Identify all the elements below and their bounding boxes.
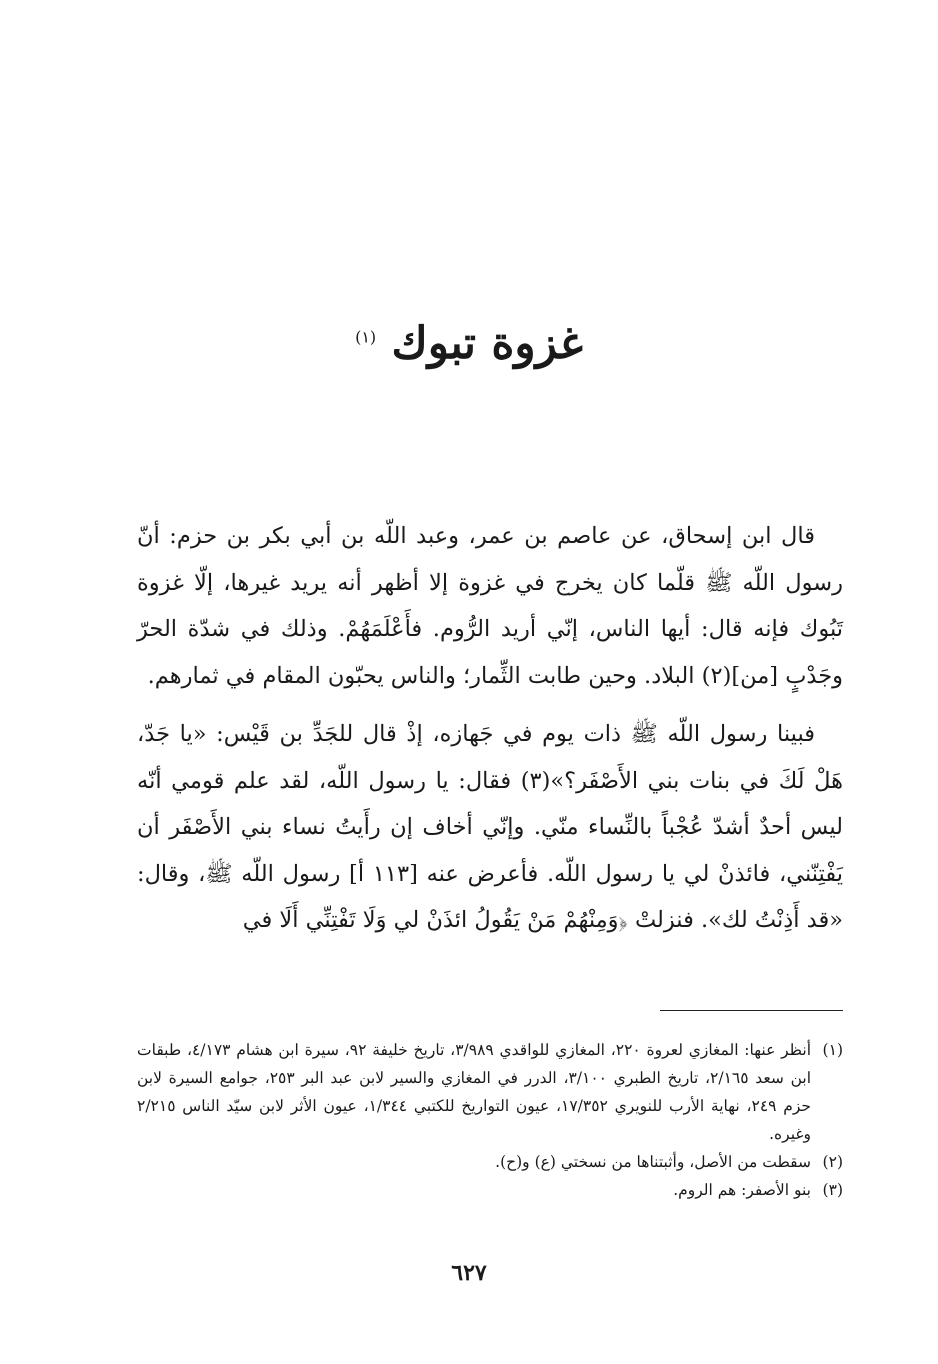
footnote-number: (١): [822, 1041, 843, 1059]
footnotes: [137, 1036, 843, 1204]
body-text: [137, 513, 843, 944]
paragraph-1: قال ابن إسحاق، عن عاصم بن عمر، وعبد اللّه بن أبي بكر بن حزم: أنّ رسول اللّه ﷺ قلّما كان يخرج في غزوة إلا أظهر أنه يريد غيرها، إلّا غزوة تَبُوك فإنه قال: أيها الناس، إنّي أريد الرُّوم. فأَعْلَمَهُمْ. وذلك في شدّة الحرّ وجَدْبٍ [من](٢) البلاد. وحين طابت الثِّمار؛ والناس يحبّون المقام في ثمارهم.: [137, 523, 843, 689]
footnote-text: بنو الأصفر: هم الروم.: [673, 1181, 811, 1199]
footnote-number: (٣): [822, 1181, 843, 1199]
footnote-separator: [660, 1010, 843, 1011]
chapter-title-text: غزوة تبوك: [391, 318, 583, 369]
chapter-title: [0, 318, 938, 369]
paragraph-2: فبينا رسول اللّه ﷺ ذات يوم في جَهازه، إذْ قال للجَدِّ بن قَيْس: «يا جَدّ، هَلْ لَكَ في بنات بني الأَصْفَر؟»(٣) فقال: يا رسول اللّه، لقد علم قومي أنّه ليس أحدٌ أشدّ عُجْباً بالنِّساء منّي. وإنّي أخاف إن رأَيتُ نساء بني الأَصْفَر أن يَفْتِنّني، فائذنْ لي يا رسول اللّه. فأعرض عنه [١١٣ أ] رسول اللّه ﷺ، وقال: «قد أَذِنْتُ لك». فنزلتْ ﴿وَمِنْهُمْ مَنْ يَقُولُ ائذَنْ لي وَلَا تَفْتِنِّي أَلَا في: [137, 721, 843, 933]
footnote-text: أنظر عنها: المغازي لعروة ٢٢٠، المغازي للواقدي ٣/٩٨٩، تاريخ خليفة ٩٢، سيرة ابن هشام ٤/١٧٣، طبقات ابن سعد ٢/١٦٥، تاريخ الطبري ٣/١٠٠، الدرر في المغازي والسير لابن عبد البر ٢٥٣، جوامع السيرة لابن حزم ٢٤٩، نهاية الأرب للنويري ١٧/٣٥٢، عيون التواريخ للكتبي ١/٣٤٤، عيون الأثر لابن سيّد الناس ٢/٢١٥ وغيره.: [137, 1041, 812, 1143]
footnote-text: سقطت من الأصل، وأثبتناها من نسختي (ع) و(ح).: [495, 1153, 811, 1171]
chapter-title-footnote-mark: (١): [355, 327, 377, 347]
page-number: ٦٢٧: [451, 1260, 487, 1286]
footnote-1: [137, 1036, 843, 1148]
footnote-3: [137, 1176, 843, 1204]
footnote-2: [137, 1148, 843, 1176]
footnote-number: (٢): [822, 1153, 843, 1171]
